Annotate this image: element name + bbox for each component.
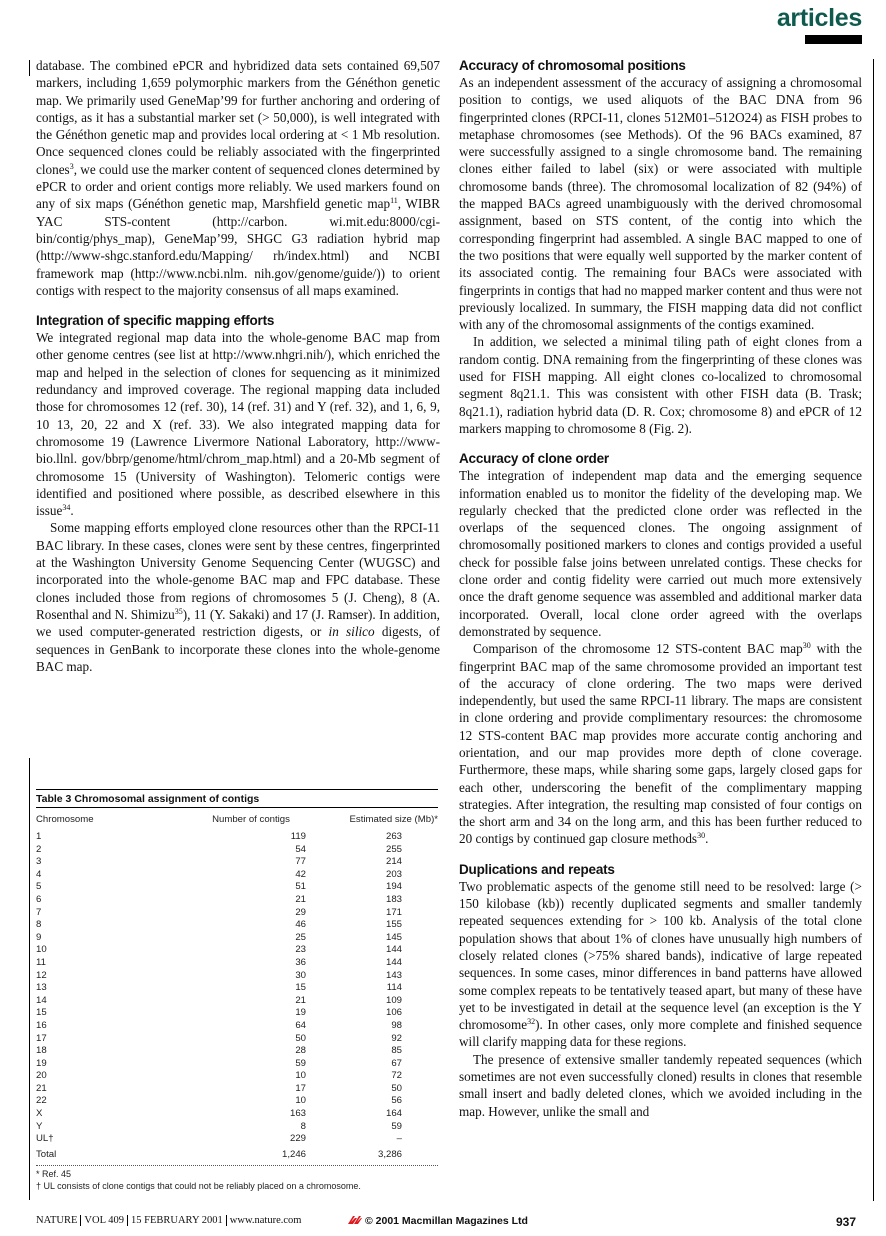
table-row <box>36 881 438 894</box>
copyright: © 2001 Macmillan Magazines Ltd <box>348 1215 528 1227</box>
table-row <box>36 1083 438 1096</box>
right-column <box>459 57 862 1120</box>
left-margin-rule-lower <box>29 758 30 1200</box>
paragraph: The presence of extensive smaller tandemly repeated sequences (which sometimes are not even successfully cloned) results in clones that resemble small insert and badly deleted clones, which we avoided including in the map. However, unlike the small and <box>459 1051 862 1119</box>
contig-count-cell: 28 <box>295 1045 306 1057</box>
contig-count-cell: 59 <box>295 1057 306 1069</box>
left-column <box>36 57 440 675</box>
table-row <box>36 1121 438 1134</box>
chromosome-cell: 16 <box>36 1019 47 1031</box>
table-row <box>36 1095 438 1108</box>
table-row <box>36 831 438 844</box>
journal-website[interactable]: www.nature.com <box>229 1215 302 1226</box>
table-row <box>36 957 438 970</box>
journal-date: 15 FEBRUARY 2001 <box>131 1215 223 1226</box>
chromosome-cell: 3 <box>36 856 42 868</box>
contig-count-cell: 51 <box>295 881 306 893</box>
contig-count-cell: 30 <box>295 969 306 981</box>
table-row <box>36 944 438 957</box>
chromosome-cell: 8 <box>36 919 42 931</box>
paragraph: The integration of independent map data and the emerging sequence information enabled us to monitor the fidelity of the developing map. We regularly checked that the predicted clone order was reflected in the overlaps of the sequenced clones. The ongoing assignment of chromosomally positioned markers to clones and contigs provided a useful check for possible false joins between unrelated contigs. These checks for clone order and contig fidelity were carried out much more extensively once the draft genome sequence was assembled and additional marker data incorporated. Overall, local clone order agreed with the overlaps demonstrated by sequence. <box>459 468 862 639</box>
chromosome-cell: X <box>36 1108 43 1120</box>
size-cell: 50 <box>391 1082 402 1094</box>
table-row <box>36 1045 438 1058</box>
chromosome-cell: 1 <box>36 831 42 842</box>
paragraph: Comparison of the chromosome 12 STS-content BAC map$^{30}$ with the fingerprint BAC map of the same chromosome provided an important test of the accuracy of clone ordering. The two maps were derived independently, but used the same RPCI-11 library. The maps are consistent in clone ordering and provide complimentary resources: the chromosome 12 STS-content BAC map provides more accurate contig anchoring and orientation, and our map provides more depth of clone coverage. Furthermore, these maps, while sharing some gaps, largely closed gaps for each other, underscoring the benefit of the complimentary mapping strategies. After integration, the resulting map consisted of four contigs on the short arm and 34 on the long arm, and this has been further reduced to 20 contigs by continued gap closure methods$^{30}$. <box>459 641 862 847</box>
paragraph: Some mapping efforts employed clone resources other than the RPCI-11 BAC library. In these cases, clones were sent by these centres, fingerprinted at the Washington University Genome Sequencing Center (WUGSC) and incorporated into the whole-genome BAC map and FPC database. These clones included those from regions of chromosomes 5 (J. Cheng), 8 (A. Rosenthal and N. Shimizu$^{35}$), 11 (Y. Sakaki) and 17 (J. Ramser). In addition, we used computer-generated restriction digests, or in silico digests, of sequences in GenBank to incorporate these clones into the whole-genome BAC map. <box>36 520 440 674</box>
size-cell: 145 <box>385 931 402 943</box>
size-cell: 3,286 <box>377 1148 402 1160</box>
contig-count-cell: 19 <box>295 1007 306 1019</box>
contigs-table <box>36 808 438 1164</box>
chromosome-cell: 15 <box>36 1007 47 1019</box>
page-footer <box>36 1215 856 1231</box>
table-row <box>36 1133 438 1146</box>
chromosome-cell: 4 <box>36 868 42 880</box>
chromosome-cell: 22 <box>36 1095 47 1107</box>
contig-count-cell: 77 <box>295 856 306 868</box>
size-cell: 194 <box>385 881 402 893</box>
table-row <box>36 932 438 945</box>
contig-count-cell: 42 <box>295 868 306 880</box>
contig-count-cell: 17 <box>295 1082 306 1094</box>
size-cell: 143 <box>385 969 402 981</box>
table-footnote: † UL consists of clone contigs that could not be reliably placed on a chromosome. <box>36 1181 361 1192</box>
paragraph: Two problematic aspects of the genome still need to be resolved: large (> 150 kilobase (kb)) recently duplicated segments and smaller tandemly repeated sequences extending for > 100 kb. Analysis of the total clone population shows that about 1% of clones have unusually high numbers of closely related clones (>75% shared bands), indicative of large repeated sequences. In some cases, minor differences in band patterns have allowed some complex repeats to be tentatively teased apart, but many of these have yet to be investigated in detail at the sequence level (an exception is the Y chromosome$^{32}$). In other cases, only more complete and finished sequence will clarify mapping data for these regions. <box>459 878 862 1050</box>
section-tag <box>777 4 862 44</box>
chromosome-cell: Y <box>36 1120 43 1132</box>
contig-count-cell: 10 <box>295 1070 306 1082</box>
contig-count-cell: 54 <box>295 843 306 855</box>
journal-name: NATURE <box>36 1215 78 1226</box>
contig-count-cell: 46 <box>295 919 306 931</box>
column-header: Chromosome <box>36 814 94 825</box>
contig-count-cell: 50 <box>295 1032 306 1044</box>
chromosome-cell: 14 <box>36 994 47 1006</box>
contig-count-cell: 119 <box>290 831 306 842</box>
table-footnote: * Ref. 45 <box>36 1169 72 1180</box>
chromosome-cell: 7 <box>36 906 42 918</box>
size-cell: 164 <box>385 1108 402 1120</box>
chromosome-cell: 2 <box>36 843 42 855</box>
paragraph: We integrated regional map data into the whole-genome BAC map from other genome centres (see list at http://www.nhgri.nih/), which enriched the map and helped in the selection of clones for sequencing as it minimized redundancy and improved coverage. The regional mapping data included those for chromosomes 12 (ref. 30), 14 (ref. 31) and Y (ref. 32), and 1, 6, 9, 10 13, 20, 22 and X (ref. 33). We also integrated mapping data for chromosome 19 (Lawrence Livermore National Laboratory, http://www-bio.llnl. gov/bbrp/genome/html/chrom_map.html) and a 20-Mb segment of chromosome 15 (University of Washington). Telomeric contigs were identified and positioned where possible, as described elsewhere in this issue$^{34}$. <box>36 330 440 519</box>
contig-count-cell: 229 <box>289 1133 306 1145</box>
size-cell: – <box>396 1133 402 1145</box>
section-heading: Accuracy of chromosomal positions <box>459 58 686 73</box>
size-cell: 144 <box>385 956 402 968</box>
size-cell: 85 <box>391 1045 402 1057</box>
size-cell: 67 <box>391 1057 402 1069</box>
page-number: 937 <box>835 1215 856 1229</box>
contig-count-cell: 1,246 <box>281 1148 306 1160</box>
section-heading: Duplications and repeats <box>459 861 615 877</box>
chromosome-cell: 9 <box>36 931 42 943</box>
table-row <box>36 844 438 857</box>
chromosome-cell: 20 <box>36 1070 47 1082</box>
chromosome-cell: 6 <box>36 893 42 905</box>
section-heading: Accuracy of clone order <box>459 451 609 467</box>
size-cell: 109 <box>385 994 402 1006</box>
chromosome-cell: 11 <box>36 956 46 968</box>
right-margin-rule <box>873 59 874 1201</box>
size-cell: 144 <box>385 944 402 956</box>
chromosome-cell: 13 <box>36 982 47 994</box>
table-row <box>36 869 438 882</box>
table-divider <box>36 1165 438 1166</box>
chromosome-cell: 5 <box>36 881 42 893</box>
size-cell: 114 <box>386 982 402 994</box>
contig-count-cell: 21 <box>295 893 306 905</box>
chromosome-cell: 18 <box>36 1045 47 1057</box>
section-heading: Integration of specific mapping efforts <box>36 313 275 329</box>
table-total-row <box>36 1146 438 1165</box>
macmillan-logo-icon <box>348 1215 362 1225</box>
table-row <box>36 995 438 1008</box>
contig-count-cell: 23 <box>295 944 306 956</box>
size-cell: 171 <box>385 906 402 918</box>
chromosome-cell: 21 <box>36 1082 47 1094</box>
size-cell: 183 <box>385 893 402 905</box>
table-row <box>36 1070 438 1083</box>
table-3 <box>36 789 438 1192</box>
table-row <box>36 907 438 920</box>
paragraph: database. The combined ePCR and hybridized data sets contained 69,507 markers, including 1,659 polymorphic markers from the Généthon genetic map. We primarily used GeneMap’99 for further anchoring and ordering of contigs, as it has a substantial marker set (> 50,000), is well integrated with the Généthon genetic map and provides local ordering at < 1 Mb resolution. Once sequenced clones could be reliably associated with the fingerprinted clones$^3$, we could use the marker content of sequenced clones determined by ePCR to order and orient contigs more reliably. We used markers found on any of six maps (Généthon genetic map, Marshfield genetic map$^{11}$, WIBR YAC STS-content (http://carbon. wi.mit.edu:8000/cgi-bin/contig/phys_map), GeneMap’99, SHGC G3 radiation hybrid map (http://www-shgc.stanford.edu/Mapping/ rh/index.html) and NCBI framework map (http://www.ncbi.nlm. nih.gov/genome/guide/)) to orient contigs with respect to the majority consensus of all maps examined. <box>36 58 440 298</box>
table-row <box>36 982 438 995</box>
paragraph: As an independent assessment of the accuracy of assigning a chromosomal position to contigs, we used aliquots of the BAC DNA from 96 fingerprinted clones (RPCI-11, clones 512M01–512O24) as FISH probes to metaphase chromosomes (see Methods). Of the 96 BACs examined, 87 were successfully assigned to a single chromosome band. The remaining clones either failed to label (six) or were associated with multiple chromosome bands (three). The chromosomal localization of 82 (94%) of the mapped BACs agreed unambiguously with the derived chromosomal assignment, based on STS content, of the contig into which the corresponding fingerprint had assembled. A single BAC mapped to one of the two positions that were equally well supported by the marker content of its associated contig. The remaining four BACs were associated with fingerprints in contigs that had no mapped marker content and thus were not previously localized. In summary, the FISH mapping data did not conflict with any of the chromosomal assignments of the contigs examined. <box>459 75 862 333</box>
table-row <box>36 1058 438 1071</box>
paragraph: In addition, we selected a minimal tiling path of eight clones from a random contig. DNA remaining from the fingerprinting of these clones was used for FISH mapping. All eight clones co-localized to chromosomal segment 8q21.1. This was consistent with other FISH data (B. Trask; 8q21.1), radiation hybrid data (D. R. Cox; chromosome 8) and ePCR of 12 markers mapping to chromosome 8 (Fig. 2). <box>459 334 862 436</box>
contig-count-cell: 10 <box>295 1095 306 1107</box>
table-title: Table 3 Chromosomal assignment of contigs <box>36 789 438 808</box>
size-cell: 155 <box>385 919 402 931</box>
chromosome-cell: 10 <box>36 944 47 956</box>
chromosome-cell: 19 <box>36 1057 47 1069</box>
size-cell: 92 <box>391 1032 402 1044</box>
section-bar <box>805 35 862 44</box>
table-row <box>36 894 438 907</box>
left-margin-rule <box>29 60 30 76</box>
journal-citation <box>36 1215 301 1226</box>
table-row <box>36 919 438 932</box>
chromosome-cell: 17 <box>36 1032 47 1044</box>
contig-count-cell: 15 <box>295 982 306 994</box>
size-cell: 203 <box>385 868 402 880</box>
size-cell: 214 <box>385 856 402 868</box>
size-cell: 56 <box>391 1095 402 1107</box>
column-header: Number of contigs <box>212 814 290 825</box>
table-row <box>36 856 438 869</box>
table-row <box>36 970 438 983</box>
contig-count-cell: 25 <box>295 931 306 943</box>
size-cell: 72 <box>391 1070 402 1082</box>
contig-count-cell: 64 <box>295 1019 306 1031</box>
size-cell: 98 <box>391 1019 402 1031</box>
column-header: Estimated size (Mb)* <box>349 814 438 825</box>
contig-count-cell: 8 <box>300 1120 306 1132</box>
chromosome-cell: UL† <box>36 1133 54 1145</box>
table-row <box>36 1033 438 1046</box>
section-label: articles <box>776 4 862 32</box>
contig-count-cell: 36 <box>295 956 306 968</box>
journal-volume: VOL 409 <box>84 1215 124 1226</box>
table-row <box>36 1108 438 1121</box>
contig-count-cell: 163 <box>289 1108 306 1120</box>
chromosome-cell: Total <box>36 1148 57 1160</box>
size-cell: 59 <box>391 1120 402 1132</box>
table-row <box>36 1007 438 1020</box>
size-cell: 263 <box>385 831 402 842</box>
contig-count-cell: 21 <box>295 994 306 1006</box>
table-row <box>36 1020 438 1033</box>
size-cell: 255 <box>385 843 402 855</box>
contig-count-cell: 29 <box>295 906 306 918</box>
chromosome-cell: 12 <box>36 969 47 981</box>
size-cell: 106 <box>385 1007 402 1019</box>
